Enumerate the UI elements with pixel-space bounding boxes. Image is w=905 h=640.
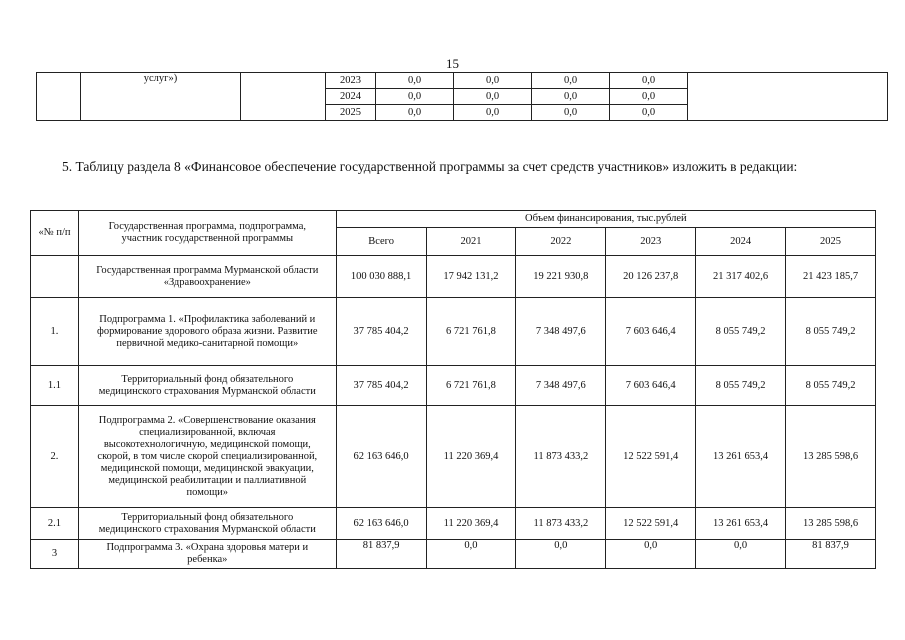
value-cell: 21 317 402,6 [696, 256, 786, 298]
value-cell: 11 220 369,4 [426, 508, 516, 540]
value-cell: 0,0 [376, 105, 454, 121]
table-row [31, 406, 876, 508]
header-col: 2023 [606, 228, 696, 256]
header-col: 2025 [786, 228, 876, 256]
row-name: Государственная программа Мурманской области «Здравоохранение» [78, 256, 336, 298]
value-cell: 8 055 749,2 [696, 298, 786, 366]
value-cell: 8 055 749,2 [786, 298, 876, 366]
year-cell: 2024 [326, 89, 376, 105]
table-row [31, 508, 876, 540]
value-cell: 17 942 131,2 [426, 256, 516, 298]
value-cell: 0,0 [606, 540, 696, 569]
value-cell: 11 220 369,4 [426, 406, 516, 508]
value-cell: 11 873 433,2 [516, 508, 606, 540]
value-cell: 0,0 [426, 540, 516, 569]
value-cell: 7 603 646,4 [606, 366, 696, 406]
row-num [31, 256, 79, 298]
value-cell: 0,0 [454, 89, 532, 105]
funding-table [30, 210, 876, 569]
table-cell [688, 73, 888, 121]
row-num: 1.1 [31, 366, 79, 406]
row-num: 3 [31, 540, 79, 569]
value-cell: 100 030 888,1 [336, 256, 426, 298]
table-row [31, 256, 876, 298]
value-cell: 7 603 646,4 [606, 298, 696, 366]
value-cell: 13 285 598,6 [786, 508, 876, 540]
header-col: 2024 [696, 228, 786, 256]
table-cell [37, 73, 81, 121]
row-num: 1. [31, 298, 79, 366]
value-cell: 21 423 185,7 [786, 256, 876, 298]
value-cell: 0,0 [610, 73, 688, 89]
header-name: Государственная программа, подпрограмма, участник государственной программы [78, 211, 336, 256]
value-cell: 0,0 [696, 540, 786, 569]
header-row [31, 211, 876, 228]
previous-table-fragment [36, 72, 888, 121]
value-cell: 13 261 653,4 [696, 508, 786, 540]
header-funding: Объем финансирования, тыс.рублей [336, 211, 875, 228]
table-cell [241, 73, 326, 121]
value-cell: 8 055 749,2 [696, 366, 786, 406]
row-name: Подпрограмма 1. «Профилактика заболеваний и формирование здорового образа жизни. Развитие первичной медико-санитарной помощи» [78, 298, 336, 366]
table-row [37, 73, 888, 89]
value-cell: 0,0 [454, 73, 532, 89]
value-cell: 0,0 [376, 73, 454, 89]
value-cell: 0,0 [376, 89, 454, 105]
value-cell: 0,0 [610, 89, 688, 105]
header-col: 2022 [516, 228, 606, 256]
value-cell: 0,0 [454, 105, 532, 121]
value-cell: 13 261 653,4 [696, 406, 786, 508]
row-name: Подпрограмма 3. «Охрана здоровья матери и ребенка» [78, 540, 336, 569]
year-cell: 2023 [326, 73, 376, 89]
value-cell: 19 221 930,8 [516, 256, 606, 298]
value-cell: 12 522 591,4 [606, 406, 696, 508]
row-num: 2.1 [31, 508, 79, 540]
value-cell: 6 721 761,8 [426, 298, 516, 366]
row-label: услуг») [81, 73, 241, 121]
table-row [31, 540, 876, 569]
value-cell: 81 837,9 [336, 540, 426, 569]
value-cell: 8 055 749,2 [786, 366, 876, 406]
value-cell: 6 721 761,8 [426, 366, 516, 406]
value-cell: 81 837,9 [786, 540, 876, 569]
header-col: 2021 [426, 228, 516, 256]
value-cell: 7 348 497,6 [516, 298, 606, 366]
value-cell: 37 785 404,2 [336, 366, 426, 406]
row-num: 2. [31, 406, 79, 508]
header-num: «№ п/п [31, 211, 79, 256]
value-cell: 62 163 646,0 [336, 508, 426, 540]
row-name: Территориальный фонд обязательного медицинского страхования Мурманской области [78, 366, 336, 406]
value-cell: 37 785 404,2 [336, 298, 426, 366]
value-cell: 0,0 [532, 73, 610, 89]
value-cell: 62 163 646,0 [336, 406, 426, 508]
value-cell: 0,0 [532, 105, 610, 121]
header-col: Всего [336, 228, 426, 256]
value-cell: 0,0 [610, 105, 688, 121]
value-cell: 12 522 591,4 [606, 508, 696, 540]
value-cell: 11 873 433,2 [516, 406, 606, 508]
year-cell: 2025 [326, 105, 376, 121]
table-row [31, 366, 876, 406]
page-number: 15 [446, 56, 459, 71]
value-cell: 13 285 598,6 [786, 406, 876, 508]
row-name: Подпрограмма 2. «Совершенствование оказания специализированной, включая высокотехнологичную, медицинской помощи, скорой, в том числе скорой специализированной, медицинской помощи, медицинской эвакуации, медицинской реабилитации и паллиативной помощи» [78, 406, 336, 508]
value-cell: 7 348 497,6 [516, 366, 606, 406]
value-cell: 20 126 237,8 [606, 256, 696, 298]
row-name: Территориальный фонд обязательного медицинского страхования Мурманской области [78, 508, 336, 540]
instruction-paragraph: 5. Таблицу раздела 8 «Финансовое обеспечение государственной программы за счет средств участников» изложить в редакции: [62, 159, 798, 174]
value-cell: 0,0 [516, 540, 606, 569]
table-row [31, 298, 876, 366]
value-cell: 0,0 [532, 89, 610, 105]
